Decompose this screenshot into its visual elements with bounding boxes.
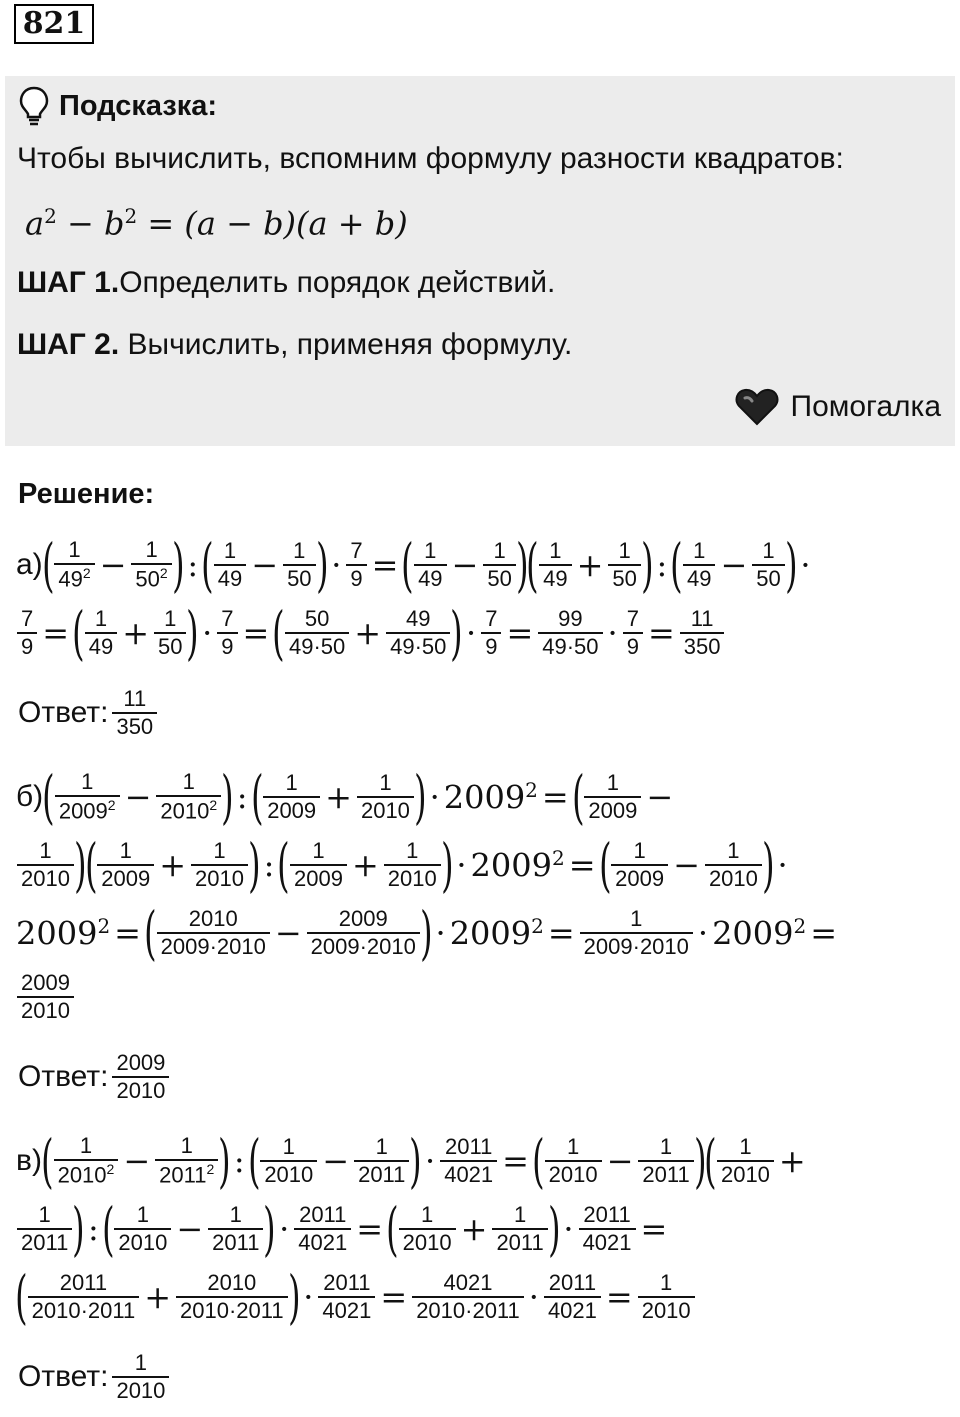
step1-text: Определить порядок действий. — [119, 266, 556, 299]
part-c-line-1: в) ( 1 2010$^2$ − $\frac{1}{2011^2}$ ) : ( 1 2010 − $\frac{1}{2011}$ ) · $\frac{2011}{4021}$ = ( 1 2010 − $\frac{1}{2011}$ ) ( 1 2010 + — [16, 1127, 806, 1195]
part-c-label: в) — [16, 1144, 42, 1177]
part-c-line-3: ( 2011 2010·2011 + $\frac{2010}{2010\cdot 2011}$ ) · $\frac{2011}{4021}$ = $\frac{4021}{2010\cdot 2011}$ · $\frac{2011}{4021}$ = $\frac{1}{2010}$ — [16, 1268, 696, 1326]
hint-step-2 — [17, 328, 572, 362]
part-c-line-2: 1 2011 ) : ( 1 2010 − $\frac{1}{2011}$ ) · $\frac{2011}{4021}$ = ( 1 2010 + $\frac{1}{2011}$ ) · $\frac{2011}{4021}$ = — [16, 1200, 671, 1258]
task-number: 821 — [14, 4, 94, 44]
answer-label: Ответ: — [18, 1060, 109, 1094]
answer-denominator: 350 — [112, 712, 157, 740]
heart-icon — [735, 388, 779, 426]
part-b-answer — [18, 1050, 170, 1105]
brand — [735, 388, 942, 426]
part-b-line-1: б) ( 1 2009$^2$ − $\frac{1}{2010^2}$ ) : ( 1 2009 + $\frac{1}{2010}$ ) · 2009$^2$ = ( 1 2009 − — [16, 763, 674, 831]
brand-name: Помогалка — [790, 390, 941, 423]
lightbulb-icon — [19, 86, 49, 126]
answer-numerator: 2009 — [116, 1050, 166, 1075]
part-a-label: а) — [16, 548, 43, 581]
part-a-answer — [18, 686, 158, 741]
step1-label: ШАГ 1. — [17, 266, 120, 299]
part-c-answer — [18, 1350, 170, 1405]
hint-intro: Чтобы вычислить, вспомним формулу разности квадратов: — [17, 142, 844, 175]
part-a-line-1: а) ( 1 $49^2$ − $\frac{1}{50^2}$ ) : ( 1 49 − $\frac{1}{50}$ ) · $\frac{7}{9}$ = ( 1 49 − $\frac{1}{50}$ ) ( 1 49 + $\frac{1}{50}$ ) : ( 1 49 − $\frac{1}{50}$ ) · — [16, 531, 811, 599]
hint-step-1 — [17, 266, 555, 300]
step2-text: Вычислить, применяя формулу. — [119, 328, 573, 361]
difference-of-squares-formula: $a^2 - b^2 = (a - b)(a + b)$ — [25, 204, 408, 243]
answer-denominator: 2010 — [112, 1376, 169, 1404]
part-a-line-2: $\frac{7}{9}$ = ( 1 49 + $\frac{1}{50}$ ) · $\frac{7}{9}$ = ( 50 49·50 + $\frac{49}{49\cdot 50}$ ) · $\frac{7}{9}$ = $\frac{99}{49\cdot 50}$ · $\frac{7}{9}$ = $\frac{11}{350}$ — [16, 604, 725, 662]
part-b-line-3: 2009$^2$ = ( 2010 2009·2010 − $\frac{2009}{2009\cdot 2010}$ ) · 2009$^2$ = $\frac{1}{2009\cdot 2010}$ · 2009$^2$ = — [16, 899, 838, 967]
step2-label: ШАГ 2. — [17, 328, 120, 361]
hint-header — [19, 86, 217, 126]
answer-label: Ответ: — [18, 1360, 109, 1394]
part-b-label: б) — [16, 780, 44, 813]
answer-numerator: 1 — [134, 1350, 148, 1375]
answer-denominator: 2010 — [112, 1076, 169, 1104]
answer-label: Ответ: — [18, 696, 109, 730]
hint-panel — [5, 76, 955, 446]
answer-numerator: 11 — [123, 686, 147, 711]
solution-title: Решение: — [18, 478, 155, 510]
part-b-line-2: 1 2010 ) ( 1 2009 + $\frac{1}{2010}$ ) : ( 1 2009 + $\frac{1}{2010}$ ) · 2009$^2$ = ( 1 2009 − $\frac{1}{2010}$ ) · — [16, 836, 792, 894]
part-b-line-4: 2009 2010 — [16, 970, 75, 1025]
hint-title: Подсказка: — [59, 89, 218, 122]
